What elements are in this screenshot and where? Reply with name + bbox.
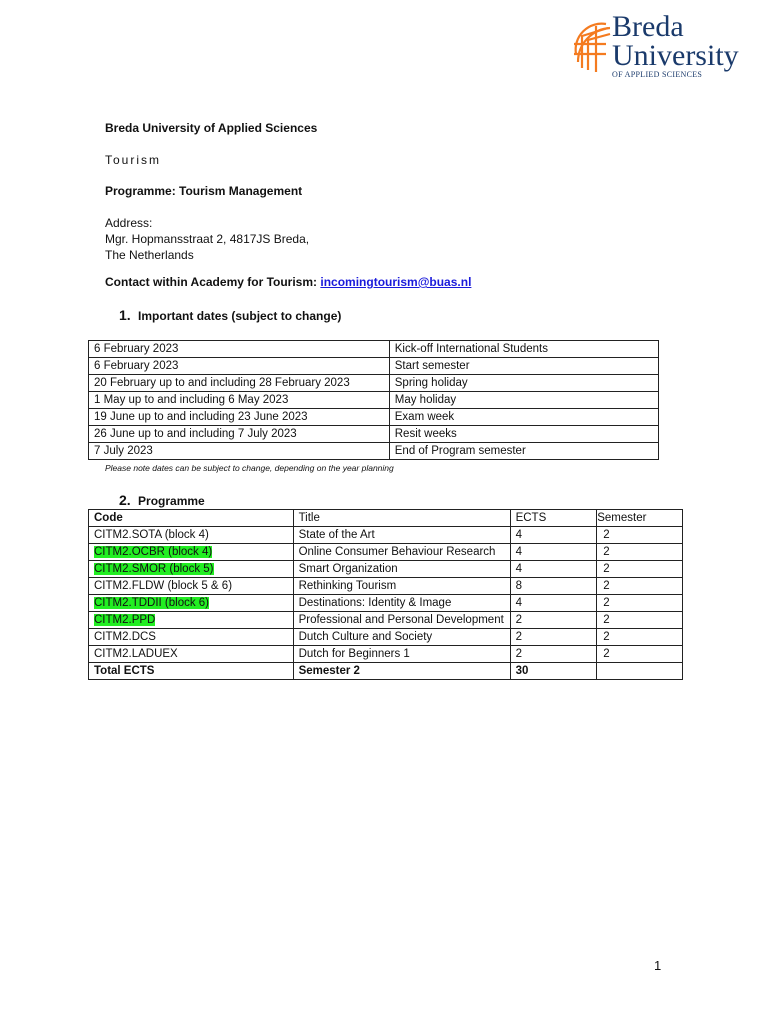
programme-cell-code xyxy=(89,578,294,595)
section-1-number: 1. xyxy=(119,307,131,323)
course-code: CITM2.OCBR (block 4) xyxy=(94,546,213,558)
address-line-2: The Netherlands xyxy=(105,248,194,262)
dates-cell-date: 7 July 2023 xyxy=(89,443,390,460)
dates-cell-event: Spring holiday xyxy=(389,375,658,392)
programme-cell-code xyxy=(89,629,294,646)
programme-cell-ects: 8 xyxy=(510,578,597,595)
dates-cell-date: 6 February 2023 xyxy=(89,358,390,375)
header-code: Code xyxy=(89,510,294,527)
programme-cell-code xyxy=(89,595,294,612)
programme-header-row xyxy=(89,510,683,527)
dates-note: Please note dates can be subject to change, depending on the year planning xyxy=(105,463,394,473)
dates-row xyxy=(89,409,659,426)
address-line-1: Mgr. Hopmansstraat 2, 4817JS Breda, xyxy=(105,232,310,246)
programme-row xyxy=(89,527,683,544)
programme-row xyxy=(89,629,683,646)
programme-cell-semester: 2 xyxy=(597,544,683,561)
logo-text-subtitle: OF APPLIED SCIENCES xyxy=(612,70,703,79)
dates-cell-event: May holiday xyxy=(389,392,658,409)
section-1-heading xyxy=(119,307,341,323)
logo-text-breda: Breda xyxy=(612,10,684,43)
dates-cell-date: 20 February up to and including 28 February 2023 xyxy=(89,375,390,392)
programme-cell-code xyxy=(89,612,294,629)
section-2-number: 2. xyxy=(119,492,131,508)
page-number: 1 xyxy=(654,958,662,973)
programme-cell-title: Online Consumer Behaviour Research xyxy=(293,544,510,561)
programme-cell-code xyxy=(89,646,294,663)
programme-total-row xyxy=(89,663,683,680)
dates-cell-date: 1 May up to and including 6 May 2023 xyxy=(89,392,390,409)
contact-line xyxy=(105,275,471,289)
course-code: CITM2.DCS xyxy=(94,631,156,643)
course-code: CITM2.PPD xyxy=(94,614,156,626)
programme-cell-ects: 4 xyxy=(510,595,597,612)
programme-cell-title: Smart Organization xyxy=(293,561,510,578)
logo-text-university: University xyxy=(612,39,739,72)
programme-cell-ects: 4 xyxy=(510,527,597,544)
programme-cell-title: State of the Art xyxy=(293,527,510,544)
programme-cell-semester: 2 xyxy=(597,561,683,578)
course-code: CITM2.FLDW (block 5 & 6) xyxy=(94,580,233,592)
programme-cell-ects: 2 xyxy=(510,646,597,663)
total-semester xyxy=(597,663,683,680)
programme-cell-title: Professional and Personal Development xyxy=(293,612,510,629)
programme-row xyxy=(89,612,683,629)
address-label: Address: xyxy=(105,216,153,230)
total-ects: 30 xyxy=(510,663,597,680)
header-ects: ECTS xyxy=(510,510,597,527)
programme-table xyxy=(88,509,683,680)
dates-row xyxy=(89,375,659,392)
dates-row xyxy=(89,392,659,409)
dates-row xyxy=(89,443,659,460)
dates-cell-event: Start semester xyxy=(389,358,658,375)
header-semester: Semester xyxy=(597,510,683,527)
programme-cell-semester: 2 xyxy=(597,595,683,612)
programme-row xyxy=(89,561,683,578)
programme-cell-semester: 2 xyxy=(597,612,683,629)
dates-cell-event: Resit weeks xyxy=(389,426,658,443)
course-code: CITM2.SMOR (block 5) xyxy=(94,563,214,575)
programme-cell-ects: 2 xyxy=(510,629,597,646)
dates-cell-date: 6 February 2023 xyxy=(89,341,390,358)
contact-email-link[interactable]: incomingtourism@buas.nl xyxy=(320,275,472,289)
programme-row xyxy=(89,595,683,612)
course-code: CITM2.TDDII (block 6) xyxy=(94,597,210,609)
dates-cell-date: 26 June up to and including 7 July 2023 xyxy=(89,426,390,443)
programme-row xyxy=(89,578,683,595)
total-title: Semester 2 xyxy=(293,663,510,680)
course-code: CITM2.LADUEX xyxy=(94,648,178,660)
programme-cell-code xyxy=(89,561,294,578)
programme-cell-title: Dutch for Beginners 1 xyxy=(293,646,510,663)
programme-cell-title: Destinations: Identity & Image xyxy=(293,595,510,612)
programme-cell-ects: 4 xyxy=(510,561,597,578)
programme-title: Programme: Tourism Management xyxy=(105,184,303,198)
programme-cell-ects: 2 xyxy=(510,612,597,629)
programme-cell-semester: 2 xyxy=(597,527,683,544)
programme-cell-ects: 4 xyxy=(510,544,597,561)
programme-cell-code xyxy=(89,544,294,561)
dates-cell-event: End of Program semester xyxy=(389,443,658,460)
dates-cell-event: Kick-off International Students xyxy=(389,341,658,358)
programme-cell-semester: 2 xyxy=(597,578,683,595)
dates-cell-event: Exam week xyxy=(389,409,658,426)
dates-row xyxy=(89,358,659,375)
total-code: Total ECTS xyxy=(89,663,294,680)
dates-table xyxy=(88,340,659,460)
programme-cell-title: Dutch Culture and Society xyxy=(293,629,510,646)
programme-cell-semester: 2 xyxy=(597,646,683,663)
dates-cell-date: 19 June up to and including 23 June 2023 xyxy=(89,409,390,426)
programme-row xyxy=(89,544,683,561)
course-code: CITM2.SOTA (block 4) xyxy=(94,529,209,541)
section-1-title: Important dates (subject to change) xyxy=(138,309,342,323)
header-title: Title xyxy=(293,510,510,527)
contact-label: Contact within Academy for Tourism: xyxy=(105,275,321,289)
institution-name: Breda University of Applied Sciences xyxy=(105,121,318,135)
programme-cell-title: Rethinking Tourism xyxy=(293,578,510,595)
faculty-name: Tourism xyxy=(105,153,162,167)
dates-row xyxy=(89,341,659,358)
programme-row xyxy=(89,646,683,663)
programme-cell-code xyxy=(89,527,294,544)
section-2-heading xyxy=(119,492,205,508)
dates-row xyxy=(89,426,659,443)
programme-cell-semester: 2 xyxy=(597,629,683,646)
section-2-title: Programme xyxy=(138,494,205,508)
